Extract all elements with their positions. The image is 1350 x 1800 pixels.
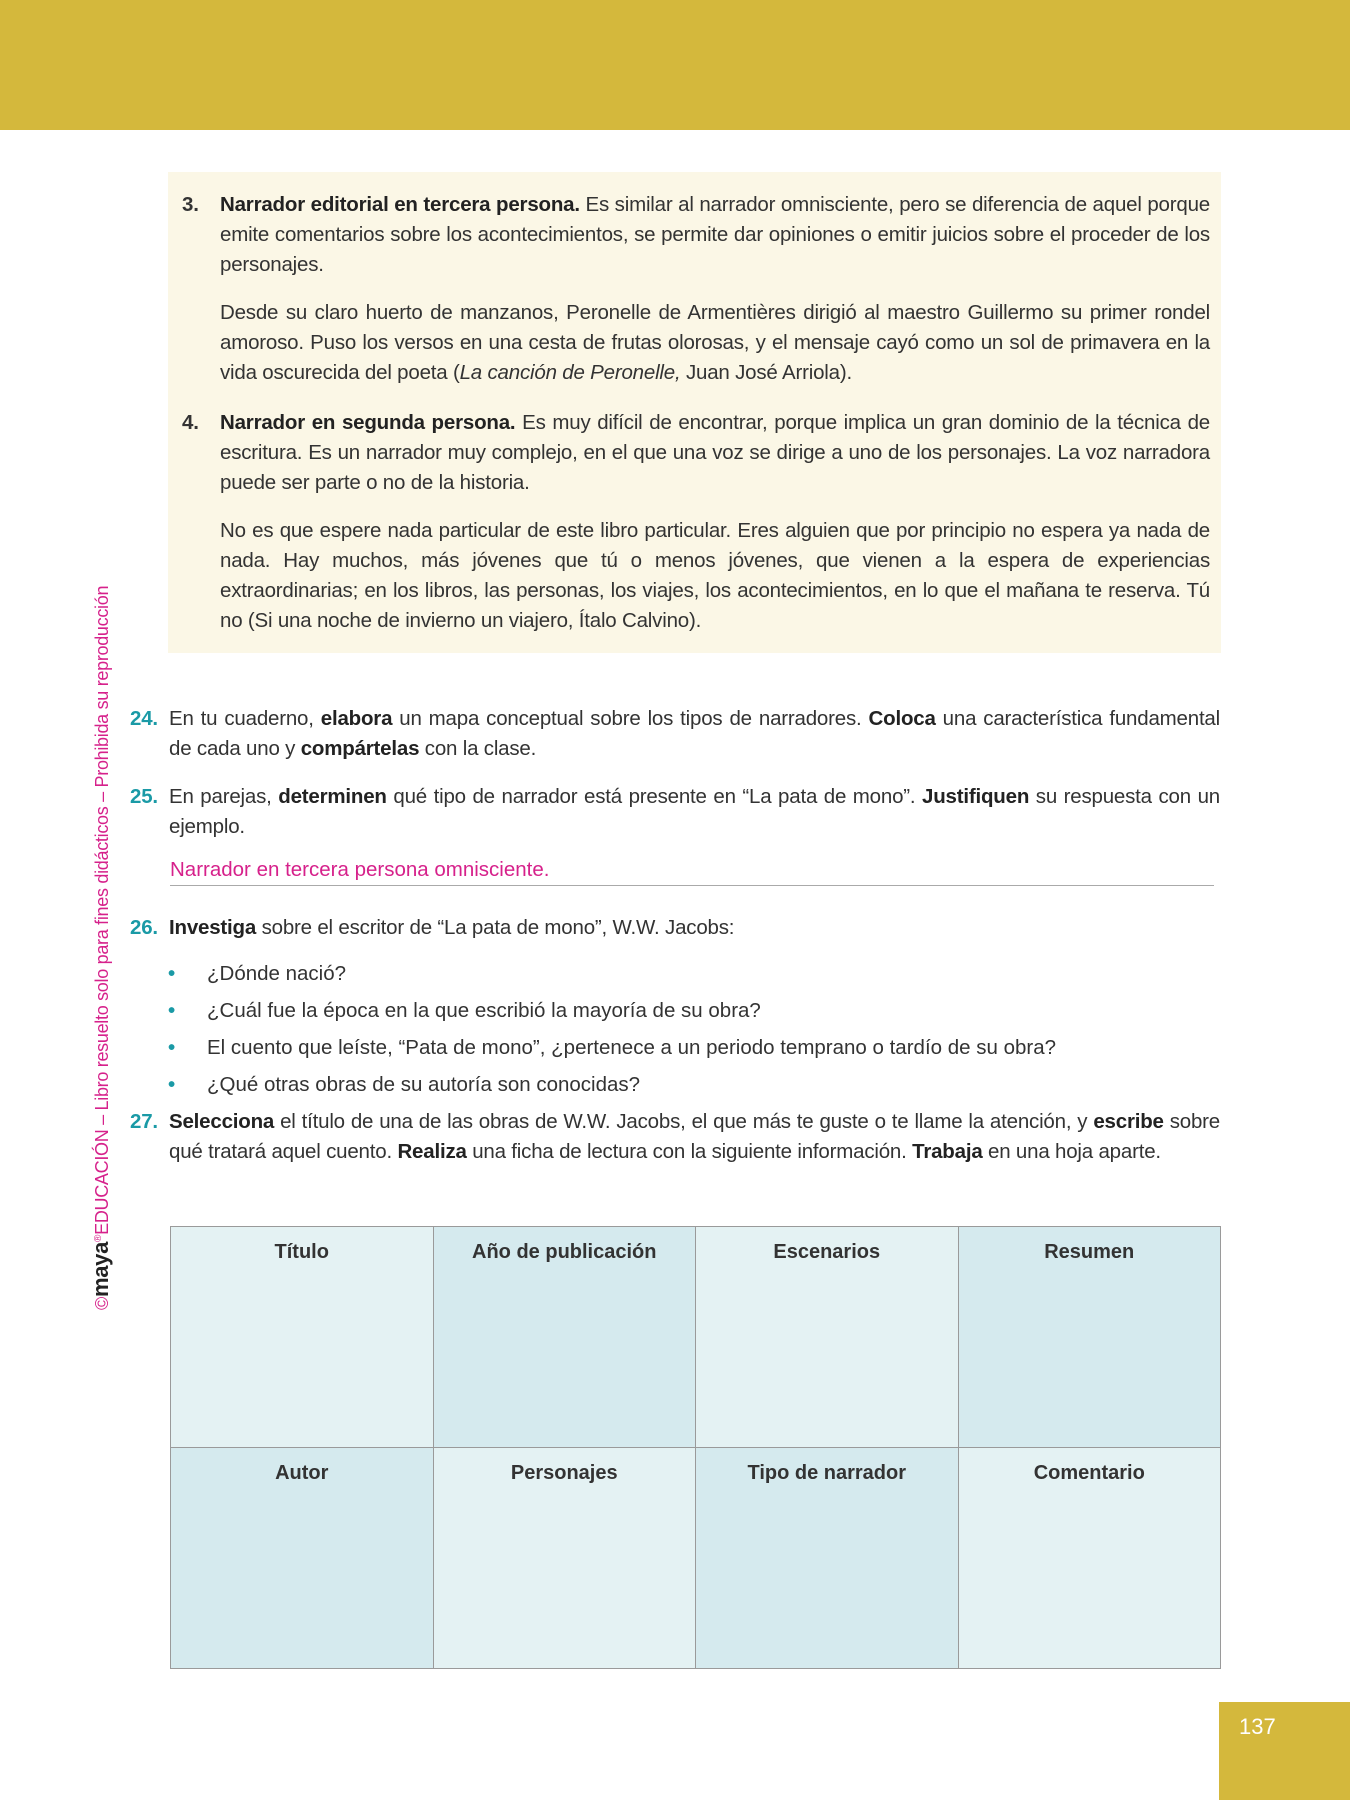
list-item: • El cuento que leíste, “Pata de mono”, ¿pertenece a un periodo temprano o tardío de su obra? [168,1036,1057,1059]
answer-field[interactable]: Narrador en tercera persona omnisciente. [170,855,1214,886]
cell-titulo[interactable]: Título [171,1227,434,1448]
example-quote: Desde su claro huerto de manzanos, Peronelle de Armentières dirigió al maestro Guillermo su primer rondel amoroso. Puso los versos en una cesta de frutas olorosas, y el mensaje cayó como un sol de primavera en la vida oscurecida del poeta (La canción de Peronelle, Juan José Arriola). [220,301,1210,384]
activity-26: 26. Investiga sobre el escritor de “La pata de mono”, W.W. Jacobs: [130,916,735,939]
header-band [0,0,1350,130]
reading-card-table [170,1226,1221,1669]
cell-anio[interactable]: Año de publicación [433,1227,696,1448]
activity-25: 25. En parejas, determinen qué tipo de narrador está presente en “La pata de mono”. Justifiquen su respuesta con un ejemplo. [130,785,1220,838]
question-list [168,955,1168,1103]
example-quote: No es que espere nada particular de este libro particular. Eres alguien que por principio no espera ya nada de nada. Hay muchos, más jóvenes que tú o menos jóvenes, que vienen a la espera de experiencias extraordinarias; en los libros, las personas, los viajes, los acontecimientos, en lo que el mañana te reserva. Tú no (Si una noche de invierno un viajero, Ítalo Calvino). [220,519,1210,632]
list-item: • ¿Qué otras obras de su autoría son conocidas? [168,1073,641,1096]
narrator-item-3: 3. Narrador editorial en tercera persona. Es similar al narrador omnisciente, pero se diferencia de aquel porque emite comentarios sobre los acontecimientos, se permite dar opiniones o emitir juicios sobre el proceder de los personajes. Desde su claro huerto de manzanos, Peronelle de Armentières dirigió al maestro Guillermo su primer rondel amoroso. Puso los versos en una cesta de frutas olorosas, y el mensaje cayó como un sol de primavera en la vida oscurecida del poeta (La canción de Peronelle, Juan José Arriola). [182,190,1210,388]
narrator-item-4: 4. Narrador en segunda persona. Es muy difícil de encontrar, porque implica un gran dominio de la técnica de escritura. Es un narrador muy complejo, en el que una voz se dirige a uno de los personajes. La voz narradora puede ser parte o no de la historia. No es que espere nada particular de este libro particular. Eres alguien que por principio no espera ya nada de nada. Hay muchos, más jóvenes que tú o menos jóvenes, que vienen a la espera de experiencias extraordinarias; en los libros, las personas, los viajes, los acontecimientos, en lo que el mañana te reserva. Tú no (Si una noche de invierno un viajero, Ítalo Calvino). [182,408,1210,636]
cell-resumen[interactable]: Resumen [958,1227,1221,1448]
activity-27: 27. Selecciona el título de una de las obras de W.W. Jacobs, el que más te guste o te llame la atención, y escribe sobre qué tratará aquel cuento. Realiza una ficha de lectura con la siguiente información. Trabaja en una hoja aparte. [130,1110,1221,1163]
cell-tipo-narrador[interactable]: Tipo de narrador [696,1448,959,1669]
cell-comentario[interactable]: Comentario [958,1448,1221,1669]
cell-personajes[interactable]: Personajes [433,1448,696,1669]
list-item: • ¿Dónde nació? [168,962,347,985]
cell-autor[interactable]: Autor [171,1448,434,1669]
page-number: 137 [1219,1702,1350,1800]
copyright-notice: ©maya®EDUCACIÓN – Libro resuelto solo para fines didácticos – Prohibida su reproducción [88,585,113,1310]
list-item: • ¿Cuál fue la época en la que escribió la mayoría de su obra? [168,999,761,1022]
cell-escenarios[interactable]: Escenarios [696,1227,959,1448]
activity-24: 24. En tu cuaderno, elabora un mapa conceptual sobre los tipos de narradores. Coloca una característica fundamental de cada uno y compártelas con la clase. [130,707,1220,760]
